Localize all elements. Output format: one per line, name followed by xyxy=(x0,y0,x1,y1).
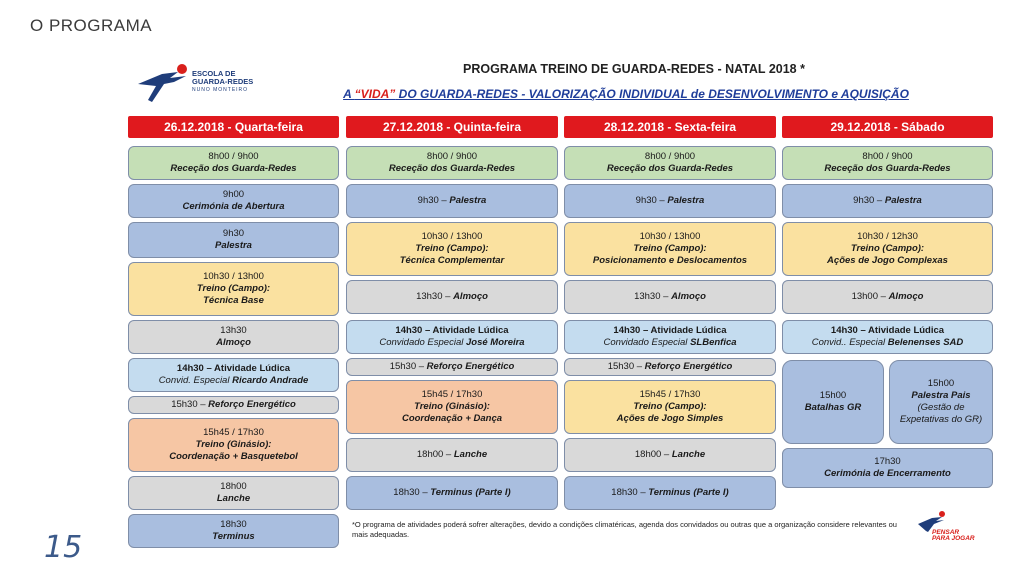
day-header-3: 28.12.2018 - Sexta-feira xyxy=(564,116,776,138)
escola-guarda-redes-logo xyxy=(134,62,284,104)
session-card: 10h30 / 13h00 Treino (Campo): Técnica Complementar xyxy=(346,222,558,276)
session-card: 9h30 – Palestra xyxy=(564,184,776,218)
session-card: 10h30 / 13h00 Treino (Campo): Posicionamento e Deslocamentos xyxy=(564,222,776,276)
session-card: 13h30 Almoço xyxy=(128,320,339,354)
session-card: 17h30 Cerimónia de Encerramento xyxy=(782,448,993,488)
logo-line1: ESCOLA DE xyxy=(192,69,236,78)
session-card: 14h30 – Atividade Lúdica Convidado Especial José Moreira xyxy=(346,320,558,354)
slide-title: O PROGRAMA xyxy=(30,16,153,35)
session-card: 9h00 Cerimónia de Abertura xyxy=(128,184,339,218)
footnote: *O programa de atividades poderá sofrer alterações, devido a condições climatéricas, agenda dos convidados ou outras que a organização considere relevantes ou mais adequadas. xyxy=(352,520,897,539)
session-card: 15h45 / 17h30 Treino (Ginásio): Coordenação + Basquetebol xyxy=(128,418,339,472)
session-card: 14h30 – Atividade Lúdica Convidado Especial SLBenfica xyxy=(564,320,776,354)
session-card: 18h00 Lanche xyxy=(128,476,339,510)
document-title: PROGRAMA TREINO DE GUARDA-REDES - NATAL 2018 * xyxy=(463,62,805,76)
session-card: 18h30 – Terminus (Parte I) xyxy=(564,476,776,510)
logo-line2: GUARDA-REDES xyxy=(192,77,254,86)
pensar-para-jogar-logo xyxy=(916,510,996,544)
session-card: 8h00 / 9h00 Receção dos Guarda-Redes xyxy=(346,146,558,180)
day-header-4: 29.12.2018 - Sábado xyxy=(782,116,993,138)
session-card: 8h00 / 9h00 Receção dos Guarda-Redes xyxy=(782,146,993,180)
day-header-2: 27.12.2018 - Quinta-feira xyxy=(346,116,558,138)
session-card: 14h30 – Atividade Lúdica Convid.. Especial Belenenses SAD xyxy=(782,320,993,354)
logo-line3: NUNO MONTEIRO xyxy=(192,87,249,93)
page-number: 15 xyxy=(44,530,83,565)
session-card: 18h30 Terminus xyxy=(128,514,339,548)
session-card: 9h30 – Palestra xyxy=(346,184,558,218)
session-card: 18h30 – Terminus (Parte I) xyxy=(346,476,558,510)
session-card: 9h30 Palestra xyxy=(128,222,339,258)
session-card: 8h00 / 9h00 Receção dos Guarda-Redes xyxy=(128,146,339,180)
document-subtitle: A “VIDA” DO GUARDA-REDES - VALORIZAÇÃO INDIVIDUAL de DESENVOLVIMENTO e AQUISIÇÃO xyxy=(343,87,909,101)
session-card: 15h00 Batalhas GR xyxy=(782,360,884,444)
session-card: 9h30 – Palestra xyxy=(782,184,993,218)
session-card: 14h30 – Atividade Lúdica Convid. Especial Ricardo Andrade xyxy=(128,358,339,392)
session-card: 15h45 / 17h30 Treino (Ginásio): Coordenação + Dança xyxy=(346,380,558,434)
session-card: 8h00 / 9h00 Receção dos Guarda-Redes xyxy=(564,146,776,180)
session-card: 13h30 – Almoço xyxy=(564,280,776,314)
session-card: 15h30 – Reforço Energético xyxy=(346,358,558,376)
pensar-line1: PENSAR xyxy=(932,529,960,536)
day-header-1: 26.12.2018 - Quarta-feira xyxy=(128,116,339,138)
session-card: 10h30 / 13h00 Treino (Campo): Técnica Base xyxy=(128,262,339,316)
session-card: 15h30 – Reforço Energético xyxy=(128,396,339,414)
session-card: 13h00 – Almoço xyxy=(782,280,993,314)
goalkeeper-icon xyxy=(134,62,194,104)
session-card: 18h00 – Lanche xyxy=(346,438,558,472)
session-card: 15h30 – Reforço Energético xyxy=(564,358,776,376)
session-card: 15h45 / 17h30 Treino (Campo): Ações de Jogo Simples xyxy=(564,380,776,434)
session-card: 10h30 / 12h30 Treino (Campo): Ações de Jogo Complexas xyxy=(782,222,993,276)
pensar-line2: PARA JOGAR xyxy=(932,535,975,542)
session-card: 13h30 – Almoço xyxy=(346,280,558,314)
session-card: 15h00 Palestra Pais (Gestão de Expetativas do GR) xyxy=(889,360,993,444)
session-card: 18h00 – Lanche xyxy=(564,438,776,472)
